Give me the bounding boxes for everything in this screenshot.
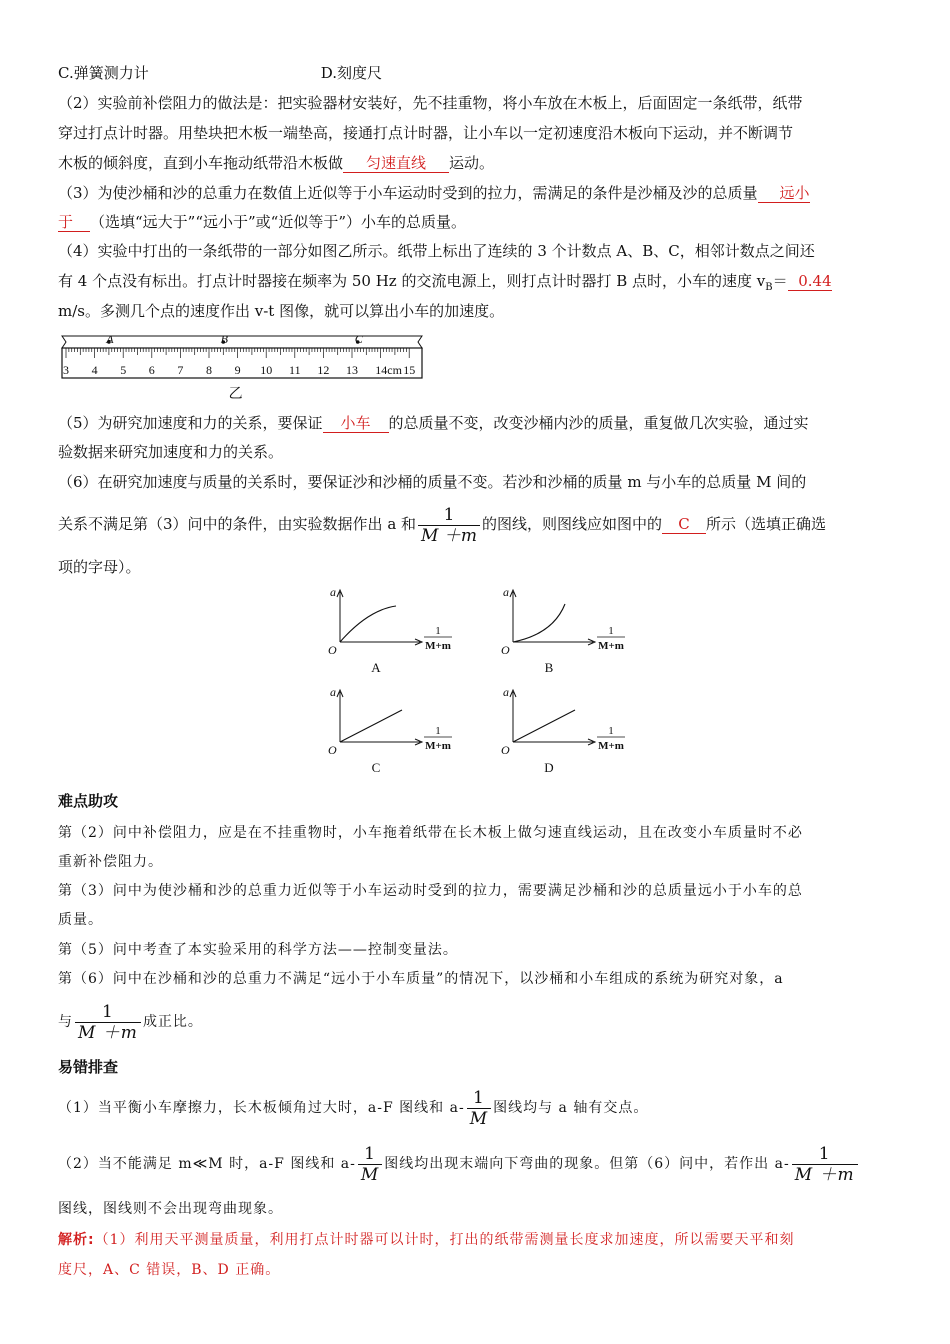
ruler-label-6: 6 <box>148 363 155 377</box>
x-frac-den: M+m <box>425 740 451 752</box>
origin-label: O <box>501 743 510 757</box>
q3-line2: 于 （选填“远大于”“远小于”或“近似等于”）小车的总质量。 <box>58 213 467 231</box>
ruler-label-13: 13 <box>346 363 358 377</box>
graph-curve <box>513 604 565 642</box>
difficulty-p1b: 重新补偿阻力。 <box>58 854 163 870</box>
q4-answer: 0.44 <box>788 272 832 291</box>
ruler-label-9: 9 <box>234 363 241 377</box>
difficulty-p5: 与 $\frac{1}{M +m}$ 成正比。 <box>58 1001 203 1043</box>
difficulty-p4: 第（6）问中在沙桶和沙的总重力不满足“远小于小车质量”的情况下，以沙桶和小车组成的系统为研究对象，a <box>58 971 784 987</box>
q4-line1: （4）实验中打出的一条纸带的一部分如图乙所示。纸带上标出了连续的 3 个计数点 A、B、C，相邻计数点之间还 <box>58 242 815 260</box>
graph-curve <box>340 710 402 742</box>
difficulty-title: 难点助攻 <box>58 792 119 810</box>
ruler-label-7: 7 <box>177 363 184 377</box>
ruler-label-4: 4 <box>91 363 98 377</box>
mistakes-m2-line2: 图线，图线则不会出现弯曲现象。 <box>58 1201 283 1217</box>
q3-answer-a: 远小 <box>758 184 810 203</box>
graph-curve <box>340 606 396 642</box>
x-frac-num: 1 <box>435 625 441 637</box>
graph-d <box>501 685 625 775</box>
difficulty-fraction: $\frac{1}{M +m}$ <box>75 1002 141 1043</box>
ruler-label-11: 11 <box>289 363 301 377</box>
origin-label: O <box>328 743 337 757</box>
ruler-label-3: 3 <box>63 363 69 377</box>
q4-line2: 有 4 个点没有标出。打点计时器接在频率为 50 Hz 的交流电源上，则打点计时器打 B 点时，小车的速度 $v_B= 0.44$ <box>58 272 832 293</box>
q2-answer: 匀速直线 <box>343 154 449 173</box>
analysis-line2: 度尺，A、C 错误，B、D 正确。 <box>58 1262 281 1278</box>
q3-line1: （3）为使沙桶和沙的总重力在数值上近似等于小车运动时受到的拉力，需满足的条件是沙桶及沙的总质量 远小 <box>58 184 810 202</box>
point-label-b: B <box>220 332 228 346</box>
difficulty-p1: 第（2）问中补偿阻力，应是在不挂重物时，小车拖着纸带在长木板上做匀速直线运动，且在改变小车质量时不必 <box>58 825 803 841</box>
q4-line3: m/s。多测几个点的速度作出 v-t 图像，就可以算出小车的加速度。 <box>58 302 505 320</box>
mistakes-m2: （2）当不能满足 m≪M 时，a-F 图线和 a- $\frac{1}{M}$ 图线均出现末端向下弯曲的现象。但第（6）问中，若作出 a- $\frac{1}{M +m}$ <box>58 1142 860 1186</box>
y-label: a <box>330 585 336 599</box>
q6-line1: （6）在研究加速度与质量的关系时，要保证沙和沙桶的质量不变。若沙和沙桶的质量 m 与小车的总质量 M 间的 <box>58 473 807 491</box>
graph-a <box>328 585 452 675</box>
x-frac-num: 1 <box>608 725 614 737</box>
x-frac-num: 1 <box>608 625 614 637</box>
mistakes-title: 易错排查 <box>58 1058 119 1076</box>
mistakes-m1: （1）当平衡小车摩擦力，长木板倾角过大时，a-F 图线和 a- $\frac{1}{M}$ 图线均与 a 轴有交点。 <box>58 1087 649 1129</box>
q6-fraction: $\frac{1}{M +m}$ <box>418 505 480 546</box>
option-c: C.弹簧测力计 <box>58 64 149 82</box>
m1-fraction: $\frac{1}{M}$ <box>467 1088 491 1129</box>
ruler-caption: 乙 <box>228 387 243 402</box>
x-frac-num: 1 <box>435 725 441 737</box>
paper-tape <box>62 336 422 348</box>
difficulty-p2: 第（3）问中为使沙桶和沙的总重力近似等于小车运动时受到的拉力，需要满足沙桶和沙的总质量远小于小车的总 <box>58 883 803 899</box>
origin-label: O <box>501 643 510 657</box>
x-frac-den: M+m <box>598 740 624 752</box>
option-d: D.刻度尺 <box>320 64 382 82</box>
graph-b <box>501 585 625 675</box>
q2-line2: 穿过打点计时器。用垫块把木板一端垫高，接通打点计时器，让小车以一定初速度沿木板向下运动，并不断调节 <box>58 124 794 142</box>
q2-line3: 木板的倾斜度，直到小车拖动纸带沿木板做 匀速直线 运动。 <box>58 154 495 172</box>
y-label: a <box>503 685 509 699</box>
point-label-a: A <box>106 332 114 346</box>
x-frac-den: M+m <box>425 640 451 652</box>
graph-label: A <box>371 660 381 675</box>
m2-fraction-2: $\frac{1}{M +m}$ <box>792 1144 858 1185</box>
graph-c <box>328 685 452 775</box>
analysis-line1: 解析:（1）利用天平测量质量，利用打点计时器可以计时，打出的纸带需测量长度求加速度，所以需要天平和刻 <box>58 1232 795 1248</box>
analysis-label: 解析: <box>58 1232 95 1248</box>
difficulty-p3: 第（5）问中考查了本实验采用的科学方法——控制变量法。 <box>58 942 458 958</box>
q6-line2: 关系不满足第（3）问中的条件，由实验数据作出 a 和 $\frac{1}{M +m}$ 的图线，则图线应如图中的 C 所示（选填正确选 <box>58 504 826 546</box>
ruler-label-5: 5 <box>120 363 127 377</box>
q5-answer: 小车 <box>323 414 389 433</box>
q5-line1: （5）为研究加速度和力的关系，要保证 小车 的总质量不变，改变沙桶内沙的质量，重复做几次实验，通过实 <box>58 414 809 432</box>
graph-label: B <box>544 660 554 675</box>
x-frac-den: M+m <box>598 640 624 652</box>
q3-answer-b: 于 <box>58 213 90 232</box>
graph-options-figure <box>310 582 640 782</box>
ruler-figure <box>58 332 428 404</box>
ruler-body <box>62 348 422 378</box>
m2-fraction: $\frac{1}{M}$ <box>358 1144 382 1185</box>
graph-label: D <box>544 760 554 775</box>
ruler-label-15: 15 <box>403 363 416 377</box>
ruler-label-10: 10 <box>260 363 273 377</box>
point-label-c: C <box>354 332 363 346</box>
q6-line3: 项的字母）。 <box>58 558 141 576</box>
ruler-label-12: 12 <box>317 363 330 377</box>
q5-line2: 验数据来研究加速度和力的关系。 <box>58 443 284 461</box>
origin-label: O <box>328 643 337 657</box>
q2-line1: （2）实验前补偿阻力的做法是：把实验器材安装好，先不挂重物，将小车放在木板上，后面固定一条纸带，纸带 <box>58 94 803 112</box>
y-label: a <box>503 585 509 599</box>
ruler-label-14: 14cm <box>375 363 402 377</box>
y-label: a <box>330 685 336 699</box>
difficulty-p2b: 质量。 <box>58 912 103 928</box>
options-row <box>58 62 382 84</box>
q6-answer: C <box>662 515 706 534</box>
ruler-label-8: 8 <box>206 363 212 377</box>
graph-curve <box>513 710 575 742</box>
graph-label: C <box>371 760 381 775</box>
